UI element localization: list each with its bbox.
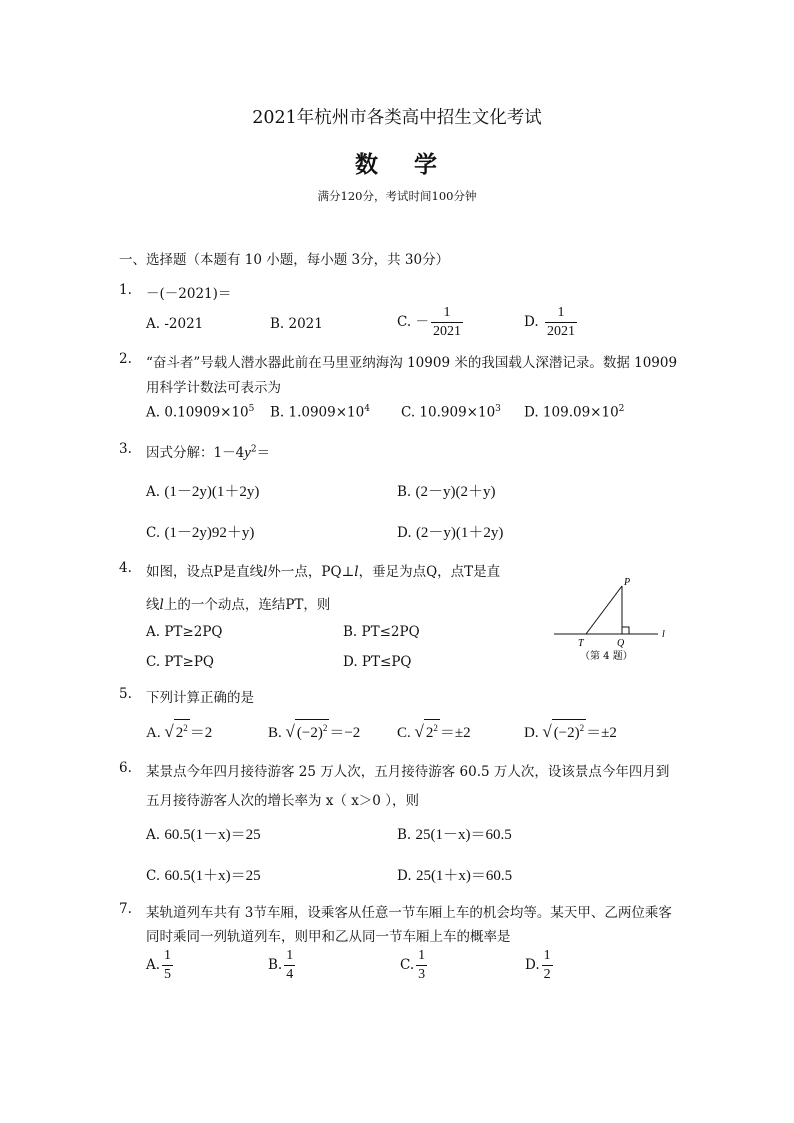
label-p: P [624, 577, 631, 588]
option-b: B. PT≤2PQ [343, 624, 420, 640]
question-text-line2: 同时乘同一列轨道列车，则甲和乙从同一节车厢上车的概率是 [146, 929, 511, 945]
option-label: C. [400, 957, 415, 973]
option-c [397, 304, 465, 341]
text-part: 线 [146, 597, 160, 613]
option-label: B. [397, 827, 412, 843]
denominator: 2021 [432, 324, 461, 339]
option-label: B. [268, 957, 283, 973]
question-text-line2: 五月接待游客人次的增长率为 x（ x＞0 ），则 [146, 793, 419, 809]
subject-title [0, 146, 794, 179]
option-c: C. √ $2^2 =\pm 2$ [397, 719, 471, 742]
rhs: ＝−2 [329, 725, 361, 741]
segment-pt [586, 586, 622, 634]
question-number: 2. [119, 351, 132, 367]
option-label: A. [146, 827, 161, 843]
option-b [268, 947, 297, 984]
text-part: ＝ [256, 445, 271, 461]
exponent: 4 [364, 404, 370, 414]
radicand: 2 [175, 725, 184, 741]
option-a: A. √ $2^2 =2$ [146, 719, 212, 742]
option-expr: (1－2y)92＋y) [164, 525, 255, 541]
option-label: B. [268, 725, 282, 741]
option-label: C. [397, 314, 412, 330]
numerator: 1 [286, 948, 294, 963]
option-d: D. PT≤PQ [343, 654, 412, 670]
fraction [162, 947, 173, 984]
rhs: ＝±2 [439, 725, 471, 741]
radicand: (−2) [296, 725, 323, 741]
option-label: D. [525, 957, 540, 973]
option-text: A. 0.10909×10 [146, 404, 249, 421]
section-heading: 一、选择题（本题有 10 小题，每小题 3分，共 30分） [119, 252, 450, 268]
option-a [146, 404, 254, 421]
option-c [400, 947, 429, 984]
question-text-line1: 某景点今年四月接待游客 25 万人次，五月接待游客 60.5 万人次，设该景点今年四月到 [146, 764, 670, 780]
question-number: 5. [119, 686, 132, 702]
option-d: D. √ $(-2)^2 =\pm 2$ [524, 719, 617, 742]
option-d [524, 304, 579, 341]
denominator: 4 [286, 967, 294, 982]
option-b [270, 404, 370, 421]
label-q: Q [617, 638, 625, 649]
option-label: C. [397, 725, 411, 741]
variable: y [244, 445, 251, 461]
option-a [146, 480, 259, 501]
denominator: 5 [164, 967, 172, 982]
variable: l [159, 597, 164, 613]
option-b: B. 2021 [270, 316, 323, 332]
option-text: B. 1.0909×10 [270, 404, 365, 421]
question-number: 6. [119, 760, 132, 776]
option-a: A. -2021 [146, 316, 204, 332]
option-label: D. [397, 525, 412, 541]
label-t: T [578, 638, 584, 649]
label-l: l [662, 629, 665, 640]
option-a [146, 947, 175, 984]
exam-info: 满分120分，考试时间100分钟 [317, 189, 477, 203]
numerator: 1 [557, 305, 565, 320]
figure-caption: （第 4 题） [580, 651, 633, 662]
option-expr: (2－y)(1＋2y) [415, 525, 504, 541]
option-label: A. [146, 484, 161, 500]
question-text-line1: “奋斗者”号载人潜水器此前在马里亚纳海沟 10909 米的我国载人深潜记录。数据 10909 [146, 355, 678, 371]
option-expr: 60.5(1＋x)＝25 [164, 868, 261, 884]
fraction [284, 947, 295, 984]
text-part: 外一点，PQ⊥ [267, 564, 355, 580]
option-expr: (1－2y)(1＋2y) [164, 484, 260, 500]
option-a: A. PT≥2PQ [146, 624, 223, 640]
option-label: C. [146, 868, 161, 884]
variable: l [354, 564, 359, 580]
exponent: 2 [579, 723, 585, 733]
numerator: 1 [164, 948, 172, 963]
question-text-line2 [146, 593, 330, 613]
question-text-line1 [146, 560, 500, 580]
option-c [146, 864, 261, 885]
option-b [397, 480, 496, 501]
radicand: 2 [425, 725, 434, 741]
option-label: A. [146, 957, 161, 973]
text-part: 如图，设点P是直线 [146, 564, 264, 580]
exponent: 3 [495, 404, 501, 414]
variable: l [263, 564, 268, 580]
option-c: C. PT≥PQ [146, 654, 214, 670]
radicand: (−2) [553, 725, 580, 741]
option-a [146, 823, 261, 844]
option-b [397, 823, 512, 844]
option-label: C. [146, 525, 161, 541]
denominator: 2 [543, 967, 551, 982]
option-d [397, 864, 512, 885]
option-c [401, 404, 501, 421]
text-part: 上的一个动点，连结PT，则 [163, 597, 331, 613]
exponent: 2 [322, 723, 328, 733]
figure-q4 [548, 574, 678, 666]
question-number: 1. [119, 282, 132, 298]
numerator: 1 [543, 948, 551, 963]
right-angle-mark [622, 627, 629, 634]
option-expr: 60.5(1－x)＝25 [164, 827, 261, 843]
option-d [524, 404, 624, 421]
option-text: C. 10.909×10 [401, 404, 496, 421]
option-label: D. [397, 868, 412, 884]
subject-char-1: 数 [355, 151, 380, 178]
minus-sign: － [415, 314, 429, 330]
subject-char-2: 学 [414, 151, 439, 178]
denominator: 3 [418, 967, 426, 982]
option-d [397, 521, 503, 542]
exponent: 5 [248, 404, 255, 414]
exponent: 2 [618, 404, 625, 414]
option-label: D. [524, 314, 539, 330]
option-label: A. [146, 725, 161, 741]
option-label: D. [524, 725, 539, 741]
option-d [525, 947, 555, 984]
question-number: 3. [119, 441, 132, 457]
option-expr: 25(1－x)＝60.5 [415, 827, 512, 843]
exponent: 2 [433, 723, 438, 733]
rhs: ＝2 [189, 725, 213, 741]
option-b: B. √ $(-2)^2 =-2$ [268, 719, 360, 742]
exponent: 2 [183, 723, 188, 733]
option-label: B. [397, 484, 412, 500]
question-text-line2: 用科学计数法可表示为 [146, 380, 281, 396]
question-number: 7. [119, 901, 132, 917]
question-text: －(－2021)＝ [146, 286, 232, 302]
option-expr: (2－y)(2＋y) [415, 484, 496, 500]
option-text: D. 109.09×10 [524, 404, 619, 421]
option-c [146, 521, 254, 542]
question-number: 4. [119, 560, 132, 576]
exam-title: 2021年杭州市各类高中招生文化考试 [252, 108, 542, 128]
option-expr: 25(1＋x)＝60.5 [415, 868, 513, 884]
denominator: 2021 [546, 324, 575, 339]
question-text: 下列计算正确的是 [146, 690, 254, 706]
fraction [431, 304, 463, 341]
question-text: 因式分解：$1-4y^2=$ [146, 444, 271, 461]
text-part: 因式分解：1－4 [146, 445, 245, 461]
rhs: ＝±2 [586, 725, 617, 741]
fraction [545, 304, 577, 341]
numerator: 1 [418, 948, 426, 963]
text-part: ，垂足为点Q，点T是直 [358, 564, 501, 580]
numerator: 1 [443, 305, 451, 320]
question-text-line1: 某轨道列车共有 3节车厢，设乘客从任意一节车厢上车的机会均等。某天甲、乙两位乘客 [146, 905, 672, 921]
fraction [542, 947, 553, 984]
fraction [416, 947, 427, 984]
